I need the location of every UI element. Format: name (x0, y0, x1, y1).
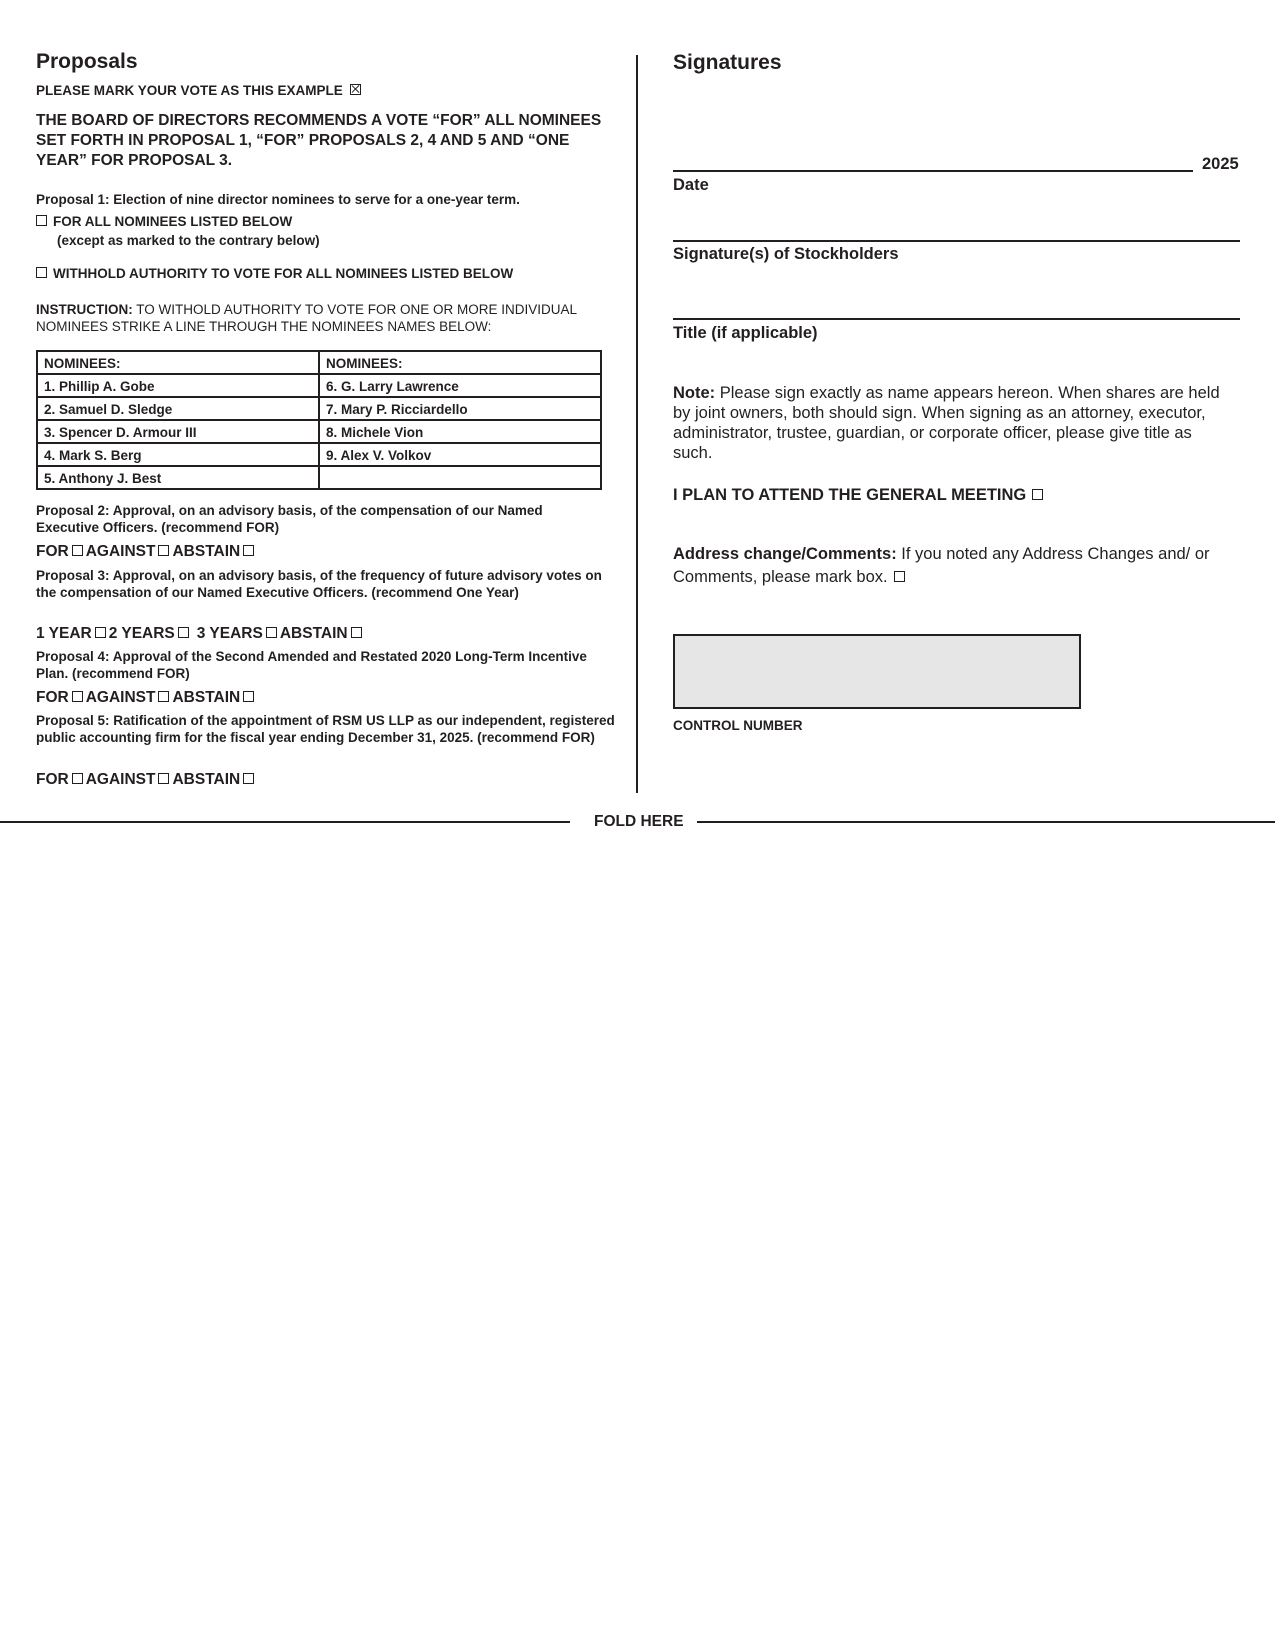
nominee-cell[interactable]: 6. G. Larry Lawrence (319, 374, 601, 397)
signatures-title: Signatures (673, 51, 782, 74)
board-recommendation: THE BOARD OF DIRECTORS RECOMMENDS A VOTE “FOR” ALL NOMINEES SET FORTH IN PROPOSAL 1, “FOR” PROPOSALS 2, 4 AND 5 AND “ONE YEAR” FOR PROPOSAL 3. (36, 112, 602, 169)
proposal5-against-checkbox[interactable] (158, 773, 169, 784)
for-all-sublabel: (except as marked to the contrary below) (57, 233, 320, 248)
withhold-option[interactable] (36, 265, 513, 283)
proposal2-for-checkbox[interactable] (72, 545, 83, 556)
option-label: ABSTAIN (279, 625, 348, 642)
proposal2-against-checkbox[interactable] (158, 545, 169, 556)
nominee-cell[interactable]: 1. Phillip A. Gobe (37, 374, 319, 397)
table-header-row (37, 351, 601, 374)
withhold-label: WITHHOLD AUTHORITY TO VOTE FOR ALL NOMINEES LISTED BELOW (53, 266, 514, 281)
nominees-table (36, 350, 602, 490)
control-number-box (673, 634, 1081, 709)
mark-example-text: PLEASE MARK YOUR VOTE AS THIS EXAMPLE (36, 83, 343, 98)
table-header: NOMINEES: (37, 351, 319, 374)
example-checkbox-icon (350, 84, 361, 95)
column-divider (636, 55, 638, 793)
year-label: 2025 (1202, 155, 1239, 173)
proposal5-for-checkbox[interactable] (72, 773, 83, 784)
proposal1-text: Proposal 1: Election of nine director nominees to serve for a one-year term. (36, 192, 520, 207)
proposal3-abstain-checkbox[interactable] (351, 627, 362, 638)
option-label: FOR (36, 771, 69, 788)
proposal3-text: Proposal 3: Approval, on an advisory basis, of the frequency of future advisory votes on the compensation of our Named Executive Officers. (recommend One Year) (36, 568, 602, 600)
date-label: Date (673, 176, 709, 194)
proposal5-choices (36, 771, 257, 789)
option-label: 1 YEAR (36, 625, 92, 642)
address-change (673, 543, 1238, 589)
note-label: Note: (673, 384, 716, 402)
for-all-label: FOR ALL NOMINEES LISTED BELOW (53, 214, 293, 229)
attend-checkbox[interactable] (1032, 489, 1043, 500)
for-all-checkbox[interactable] (36, 215, 47, 226)
note-text: Please sign exactly as name appears hereon. When shares are held by joint owners, both should sign. When signing as an attorney, executor, administrator, trustee, guardian, or corporate officer, please give title as such. (673, 384, 1220, 462)
option-label: ABSTAIN (172, 771, 241, 788)
fold-line-left (0, 821, 570, 823)
table-row (37, 374, 601, 397)
address-label: Address change/Comments: (673, 545, 897, 563)
nominees-table-wrap (36, 350, 602, 490)
address-change-checkbox[interactable] (894, 571, 905, 582)
withhold-checkbox[interactable] (36, 267, 47, 278)
option-label: 3 YEARS (196, 625, 263, 642)
table-row (37, 397, 601, 420)
option-label: AGAINST (85, 771, 156, 788)
option-label: FOR (36, 689, 69, 706)
option-label: ABSTAIN (172, 543, 241, 560)
proposal5-abstain-checkbox[interactable] (243, 773, 254, 784)
table-row (37, 466, 601, 489)
nominee-cell (319, 466, 601, 489)
proposal5-text: Proposal 5: Ratification of the appointment of RSM US LLP as our independent, registered public accounting firm for the fiscal year ending December 31, 2025. (recommend FOR) (36, 713, 615, 745)
title-label: Title (if applicable) (673, 324, 818, 342)
attend-label: I PLAN TO ATTEND THE GENERAL MEETING (673, 486, 1027, 504)
proposal3-3years-checkbox[interactable] (266, 627, 277, 638)
nominee-cell[interactable]: 5. Anthony J. Best (37, 466, 319, 489)
proposal4-text: Proposal 4: Approval of the Second Amended and Restated 2020 Long-Term Incentive Plan. (recommend FOR) (36, 649, 587, 681)
address-text: If you noted any Address Changes and/ or Comments, please mark box. (673, 545, 1210, 586)
option-label: AGAINST (85, 543, 156, 560)
fold-line-right (697, 821, 1275, 823)
proposals-title: Proposals (36, 50, 138, 73)
proposal4-for-checkbox[interactable] (72, 691, 83, 702)
proposal2-abstain-checkbox[interactable] (243, 545, 254, 556)
proposal4-choices (36, 689, 257, 707)
proposal4-against-checkbox[interactable] (158, 691, 169, 702)
option-label: ABSTAIN (172, 689, 241, 706)
stockholders-label: Signature(s) of Stockholders (673, 245, 899, 263)
proposal3-1year-checkbox[interactable] (95, 627, 106, 638)
control-number-label: CONTROL NUMBER (673, 718, 803, 733)
table-header: NOMINEES: (319, 351, 601, 374)
instruction (36, 301, 611, 335)
proposal2-choices (36, 543, 257, 561)
nominee-cell[interactable]: 2. Samuel D. Sledge (37, 397, 319, 420)
option-label: AGAINST (85, 689, 156, 706)
option-label: 2 YEARS (108, 625, 175, 642)
mark-example (36, 83, 364, 98)
nominee-cell[interactable]: 4. Mark S. Berg (37, 443, 319, 466)
for-all-option[interactable] (36, 213, 292, 231)
nominee-cell[interactable]: 3. Spencer D. Armour III (37, 420, 319, 443)
instruction-text: TO WITHOLD AUTHORITY TO VOTE FOR ONE OR MORE INDIVIDUAL NOMINEES STRIKE A LINE THROUGH THE NOMINEES NAMES BELOW: (36, 302, 577, 334)
instruction-label: INSTRUCTION: (36, 302, 133, 317)
stockholder-signature-line[interactable] (673, 240, 1240, 242)
option-label: FOR (36, 543, 69, 560)
table-row (37, 420, 601, 443)
table-row (37, 443, 601, 466)
proposal3-choices (36, 625, 365, 643)
proposal4-abstain-checkbox[interactable] (243, 691, 254, 702)
nominee-cell[interactable]: 9. Alex V. Volkov (319, 443, 601, 466)
proposal3-2years-checkbox[interactable] (178, 627, 189, 638)
date-line[interactable] (673, 170, 1193, 172)
signing-note (673, 383, 1233, 463)
nominee-cell[interactable]: 7. Mary P. Ricciardello (319, 397, 601, 420)
fold-here-label: FOLD HERE (594, 813, 684, 830)
title-line[interactable] (673, 318, 1240, 320)
attend-meeting (673, 486, 1046, 505)
proposal2-text: Proposal 2: Approval, on an advisory basis, of the compensation of our Named Executive Officers. (recommend FOR) (36, 503, 543, 535)
nominee-cell[interactable]: 8. Michele Vion (319, 420, 601, 443)
